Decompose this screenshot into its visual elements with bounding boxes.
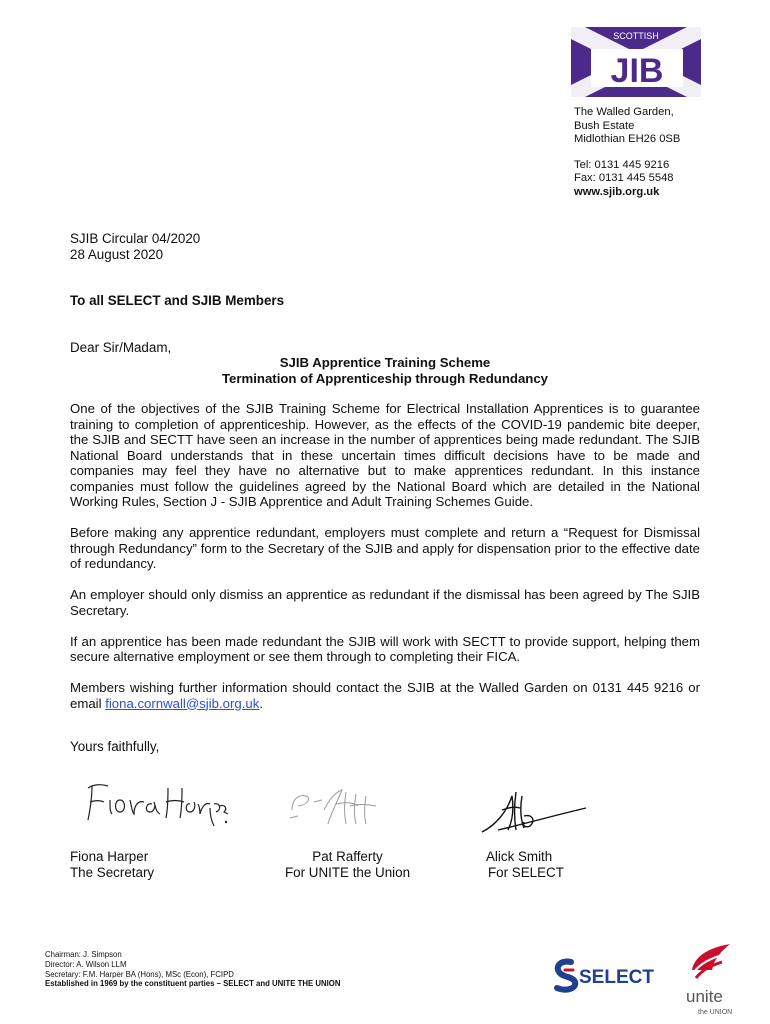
unite-subtext: the UNION: [698, 1009, 733, 1016]
signatory-3: [486, 849, 564, 881]
footer-chairman: Chairman: J. Simpson: [45, 950, 122, 959]
signature-fiona-harper: [80, 778, 230, 828]
unite-logo: [680, 940, 740, 1020]
select-s-mark: [557, 962, 575, 990]
fax: Fax: 0131 445 5548: [574, 172, 674, 185]
signature-pat-rafferty: [286, 784, 381, 828]
telephone: Tel: 0131 445 9216: [574, 158, 670, 171]
footer: [45, 950, 340, 989]
unite-wordmark: unite: [686, 987, 723, 1006]
address-line: Midlothian EH26 0SB: [574, 133, 681, 146]
address-block: [574, 106, 680, 200]
subject-heading: [70, 355, 700, 386]
circular-date: 28 August 2020: [70, 247, 164, 262]
footer-director: Director: A. Wilson LLM: [45, 959, 127, 969]
closing: Yours faithfully,: [70, 739, 160, 754]
website-link[interactable]: www.sjib.org.uk: [574, 185, 660, 198]
select-wordmark: SELECT: [579, 967, 654, 988]
salutation: Dear Sir/Madam,: [70, 340, 172, 355]
logo-label: SCOTTISH: [613, 31, 659, 41]
signature-alick-smith: [478, 786, 590, 836]
subject-line-1: SJIB Apprentice Training Scheme: [279, 355, 491, 370]
paragraph-objectives: One of the objectives of the SJIB Training Scheme for Electrical Installation Apprentices is to guarantee training to completion of apprenticeship. However, as the effects of the COVID-19 pandemic bite deeper, the SJIB and SECTT have seen an increase in the number of apprentices being made redundant. The SJIB National Board understands that in these uncertain times difficult decisions have to be made and companies may feel they have no alternative but to make apprentices redundant. In this instance companies must follow the guidelines agreed by the National Board which are detailed in the National Working Rules, Section J - SJIB Apprentice and Adult Training Schemes Guide.: [70, 401, 700, 509]
footer-secretary: Secretary: F.M. Harper BA (Hons), MSc (Econ), FCIPD: [45, 969, 234, 979]
paragraph-request-form: Before making any apprentice redundant, employers must complete and return a “Request for Dismissal through Redundancy” form to the Secretary of the SJIB and apply for dispensation prior to the effective date of redundancy.: [70, 525, 700, 571]
circular-meta: [70, 231, 200, 263]
select-logo: [551, 956, 661, 996]
signatory-2: [285, 849, 410, 881]
circular-number: SJIB Circular 04/2020: [70, 231, 201, 246]
footer-established: Established in 1969 by the constituent parties – SELECT and UNITE THE UNION: [45, 979, 341, 989]
signatory-role: The Secretary: [70, 865, 155, 880]
paragraph-dismissal: An employer should only dismiss an apprentice as redundant if the dismissal has been agreed by The SJIB Secretary.: [70, 587, 700, 618]
address-line: Bush Estate: [574, 119, 635, 132]
signatory-role: For UNITE the Union: [285, 865, 411, 880]
contact-text: Members wishing further information should contact the SJIB at the Walled Garden on 0131 445 9216 or email: [70, 680, 700, 711]
logo-text: JIB: [610, 52, 664, 90]
address-line: The Walled Garden,: [574, 106, 674, 118]
letter-body: [70, 401, 700, 727]
paragraph-support: If an apprentice has been made redundant the SJIB will work with SECTT to provide support, helping them secure alternative employment or see them through to completing their FICA.: [70, 633, 700, 664]
recipients: To all SELECT and SJIB Members: [70, 293, 285, 308]
signatory-1: [70, 849, 154, 881]
email-link[interactable]: fiona.cornwall@sjib.org.uk: [105, 695, 260, 711]
paragraph-contact: [70, 680, 700, 711]
signatory-name: Pat Rafferty: [312, 849, 383, 864]
sjib-logo: [571, 27, 701, 97]
signatory-name: Alick Smith: [486, 849, 553, 864]
subject-line-2: Termination of Apprenticeship through Redundancy: [221, 370, 549, 386]
contact-suffix: .: [259, 695, 263, 711]
signatory-name: Fiona Harper: [70, 849, 149, 864]
signatory-role: For SELECT: [488, 865, 564, 880]
